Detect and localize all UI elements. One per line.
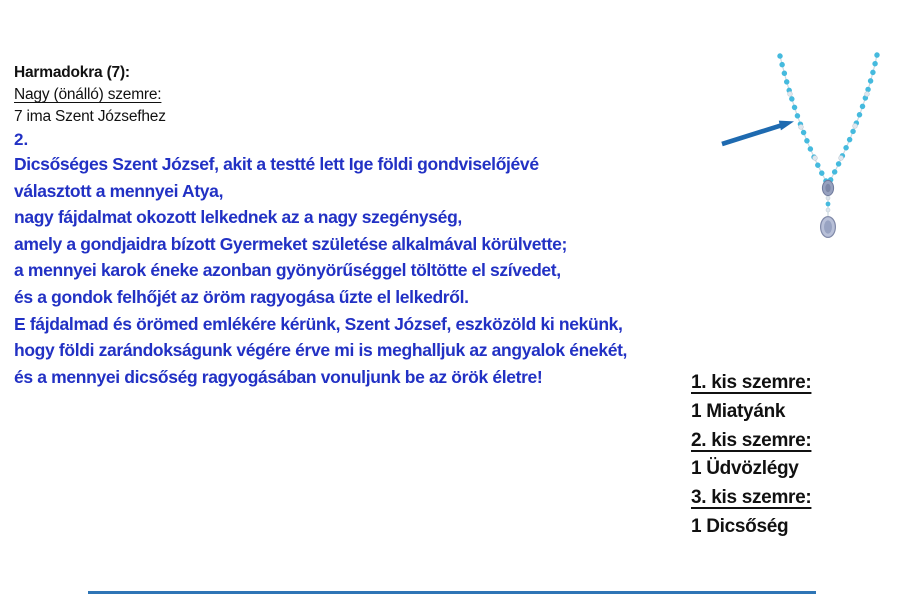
- bead-legend: [691, 369, 811, 542]
- prayer-line: E fájdalmad és örömed emlékére kérünk, Szent József, eszközöld ki nekünk,: [14, 313, 623, 334]
- center-medal: [822, 180, 833, 195]
- rosary-figure: [680, 28, 900, 273]
- section-title: Harmadokra (7):: [14, 64, 130, 81]
- legend-label: 3. kis szemre:: [691, 487, 812, 509]
- rosary-image: [680, 28, 900, 273]
- prayer-line: a mennyei karok éneke azonban gyönyörűséggel töltötte el szívedet,: [14, 260, 561, 281]
- prayer-line: és a mennyei dicsőség ragyogásában vonuljunk be az örök életre!: [14, 366, 543, 387]
- prayer-number: 2.: [14, 130, 29, 149]
- arrow-pointer-icon: [722, 121, 794, 144]
- legend-value: 1 Miatyánk: [691, 400, 786, 422]
- prayer-line: Dicsőséges Szent József, akit a testté lett Ige földi gondviselőjévé: [14, 154, 539, 174]
- legend-value: 1 Üdvözlégy: [691, 458, 799, 480]
- prayer-text: [14, 151, 744, 390]
- prayer-line: amely a gondjaidra bízott Gyermeket születése alkalmával körülvette;: [14, 233, 567, 254]
- heading-block: [14, 62, 166, 152]
- bead-type-heading: Nagy (önálló) szemre:: [14, 86, 162, 103]
- rosary-beads: [780, 55, 877, 183]
- prayer-line: és a gondok felhőjét az öröm ragyogása űzte el lelkedről.: [14, 286, 469, 307]
- legend-label: 2. kis szemre:: [691, 429, 812, 451]
- bottom-divider: [88, 591, 816, 594]
- prayer-count-line: 7 ima Szent Józsefhez: [14, 108, 166, 125]
- legend-value: 1 Dicsőség: [691, 515, 789, 537]
- prayer-line: nagy fájdalmat okozott lelkednek az a nagy szegénység,: [14, 207, 462, 228]
- bottom-medal: [821, 217, 836, 238]
- prayer-line: választott a mennyei Atya,: [14, 180, 224, 201]
- rosary-drop-bead: [826, 202, 831, 207]
- prayer-line: hogy földi zarándokságunk végére érve mi is meghalljuk az angyalok énekét,: [14, 340, 628, 361]
- legend-label: 1. kis szemre:: [691, 372, 812, 393]
